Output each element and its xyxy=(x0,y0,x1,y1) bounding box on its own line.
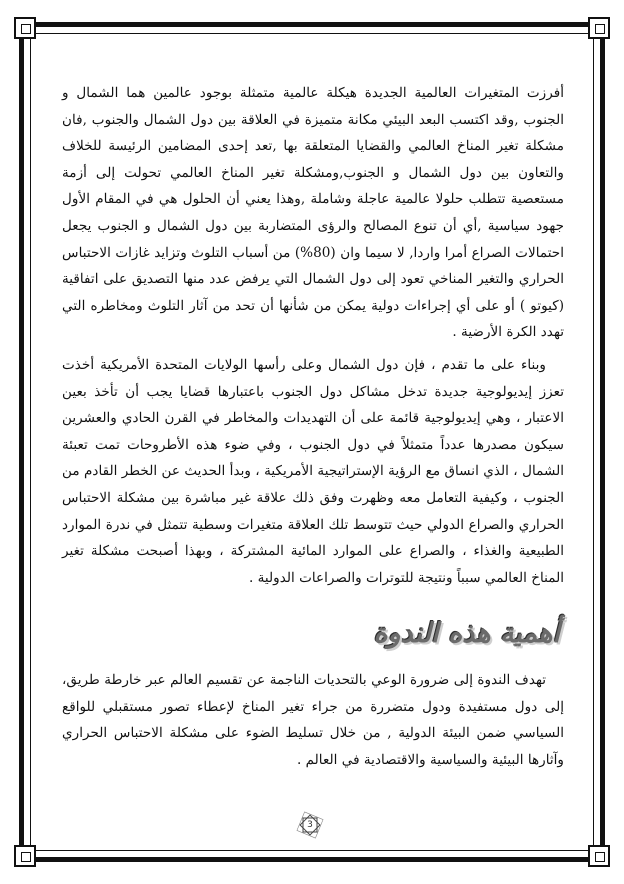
corner-ornament-top-left xyxy=(14,17,36,39)
corner-ornament-bottom-left xyxy=(14,845,36,867)
page-number: 3 xyxy=(307,820,313,830)
paragraph-north-south: وبناء على ما تقدم ، فإن دول الشمال وعلى رأسها الولايات المتحدة الأمريكية أخذت تعزز إيديولوجية جديدة تدخل مشاكل دول الجنوب باعتبارها قضايا يجب أن تأخذ بعين الاعتبار ، وهي إيديولوجية قائمة على أن التهديدات والمخاطر في القرن الحادي والعشرين سيكون مصدرها عدداً متمثلاً في دول الجنوب ، وفي ضوء هذه الأطروحات تمت تعبئة الشمال ، الذي انساق مع الرؤية الإستراتيجية الأمريكية ، وبدأ الحديث عن الخطر القادم من الجنوب ، وكيفية التعامل معه وظهرت وفق ذلك علاقة غير مباشرة بين مشكلة الاحتباس الحراري والصراع الدولي حيث تتوسط تلك العلاقة متغيرات وسطية تتمثل في ندرة الموارد الطبيعية والغذاء ، والصراع على الموارد المائية المشتركة ، وبهذا أصبحت مشكلة تغير المناخ العالمي سبباً ونتيجة للتوترات والصراعات الدولية . xyxy=(62,356,564,586)
corner-ornament-top-right xyxy=(588,17,610,39)
page-number-ornament xyxy=(296,811,324,839)
section-heading xyxy=(62,607,564,659)
page-body xyxy=(62,80,564,774)
paragraph-symposium-goal: تهدف الندوة إلى ضرورة الوعي بالتحديات الناجمة عن تقسيم العالم عبر خارطة طريق، إلى دول مستفيدة ودول متضررة من جراء تغير المناخ لإعطاء تصور مستقبلي للواقع السياسي ضمن البيئة الدولية , من خلال تسليط الضوء على مشكلة الاحتباس الحراري وآثارها البيئية والسياسية والاقتصادية في العالم . xyxy=(62,672,564,769)
corner-ornament-bottom-right xyxy=(588,845,610,867)
paragraph-intro: أفرزت المتغيرات العالمية الجديدة هيكلة عالمية متمثلة بوجود عالمين هما الشمال و الجنوب ,وقد اكتسب البعد البيئي مكانة متميزة في العلاقة بين دول الشمال والجنوب ,فان مشكلة تغير المناخ العالمي والقضايا المتعلقة بها ,تعد إحدى المضامين الرئيسة للخلاف والتعاون بين دول الشمال و الجنوب,ومشكلة تغير المناخ العالمي تحولت إلى أزمة مستعصية تتطلب حلولا عالمية عاجلة وشاملة ,وهذا يعني أن الحلول هي في المقام الأول جهود سياسية ,أي أن تنوع المصالح والرؤى المتضاربة بين دول الشمال و الجنوب يجعل احتمالات الصراع أمرا واردا, لا سيما وان (80%) من أسباب التلوث وتزايد غازات الاحتباس الحراري والتغير المناخي تعود إلى دول الشمال التي يرفض عدد منها التصديق على اتفاقية (كيوتو ) أو على أي إجراءات دولية يمكن من شأنها أن تحد من آثار التلوث ومخاطره التي تهدد الكرة الأرضية . xyxy=(62,85,564,341)
section-heading-text: أهمية هذه الندوة xyxy=(373,617,560,649)
